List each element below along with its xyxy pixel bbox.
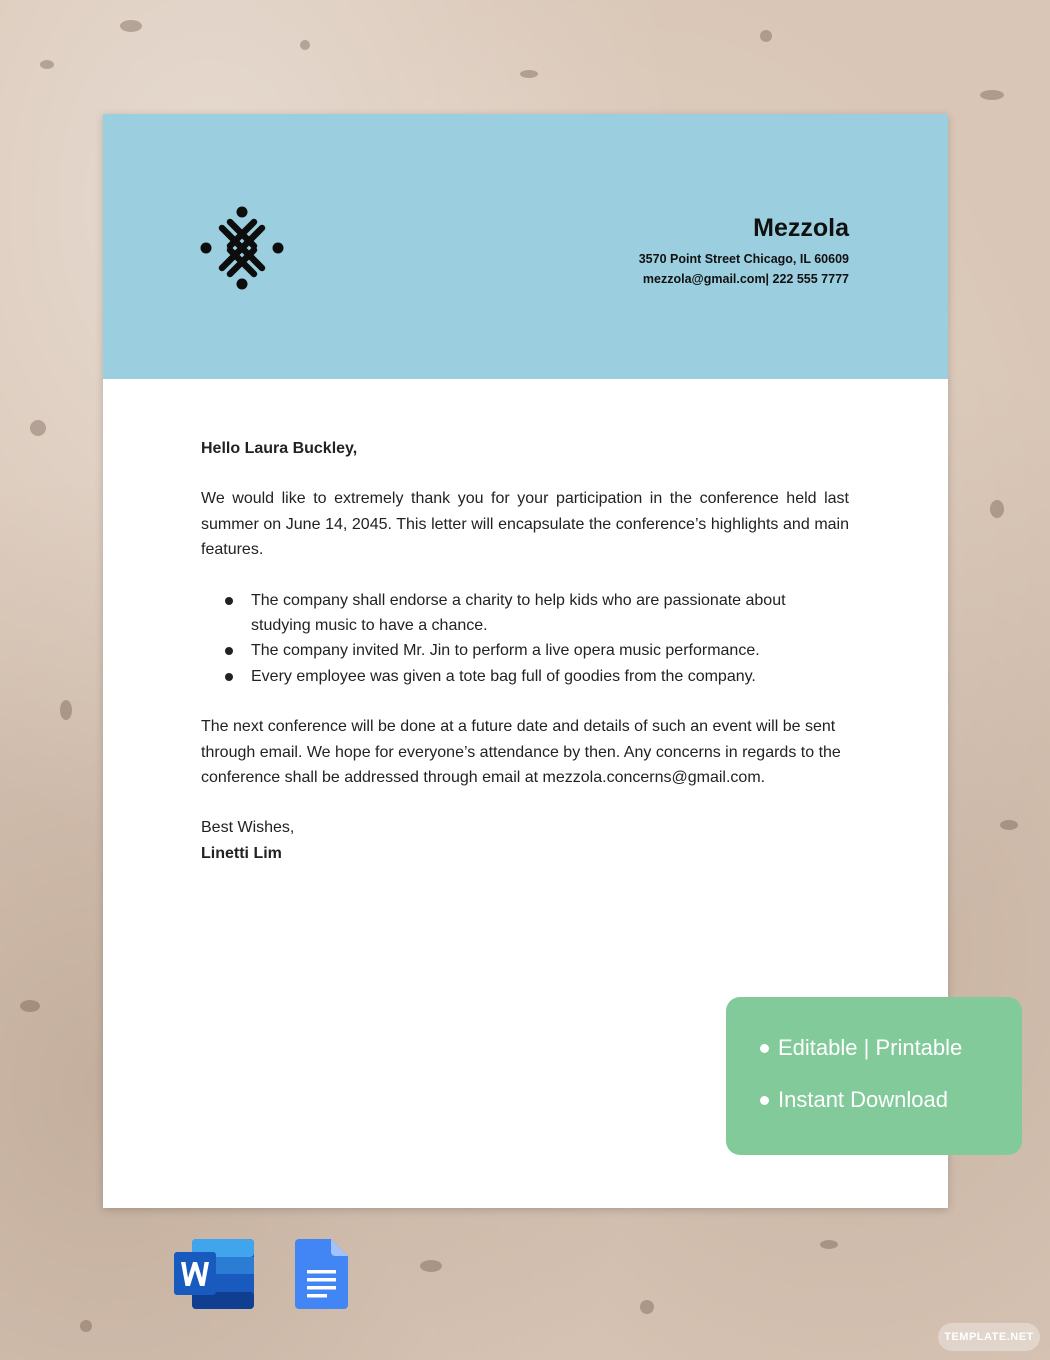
texture-speck bbox=[80, 1320, 92, 1332]
signer-name: Linetti Lim bbox=[201, 844, 282, 862]
texture-speck bbox=[420, 1260, 442, 1272]
list-item: The company shall endorse a charity to help kids who are passionate about studying music to have a chance. bbox=[251, 588, 849, 639]
asterisk-knot-logo-icon bbox=[200, 206, 284, 290]
sign-off: Best Wishes, bbox=[201, 819, 295, 837]
texture-speck bbox=[760, 30, 772, 42]
bullet-icon bbox=[225, 647, 233, 655]
bullet-icon bbox=[760, 1044, 769, 1053]
texture-speck bbox=[30, 420, 46, 436]
bullet-icon bbox=[225, 597, 233, 605]
texture-speck bbox=[120, 20, 142, 32]
badge-item: Instant Download bbox=[760, 1087, 948, 1113]
texture-speck bbox=[990, 500, 1004, 518]
closing-paragraph: The next conference will be done at a future date and details of such an event will be sent through email. We hope for everyone’s attendance by then. Any concerns in regards to the conference shall be addressed through email at mezzola.concerns@gmail.com. bbox=[201, 718, 841, 787]
intro-paragraph: We would like to extremely thank you for your participation in the conference held last summer on June 14, 2045. This letter will encapsulate the conference’s highlights and main features. bbox=[201, 490, 849, 559]
company-address: 3570 Point Street Chicago, IL 60609 bbox=[638, 252, 849, 266]
texture-speck bbox=[300, 40, 310, 50]
bullet-icon bbox=[760, 1096, 769, 1105]
texture-speck bbox=[20, 1000, 40, 1012]
texture-speck bbox=[820, 1240, 838, 1249]
company-name: Mezzola bbox=[753, 214, 849, 242]
texture-speck bbox=[40, 60, 54, 69]
google-docs-icon[interactable] bbox=[295, 1239, 348, 1309]
letterhead-band bbox=[103, 114, 948, 379]
features-badge bbox=[726, 997, 1022, 1155]
list-item: Every employee was given a tote bag full of goodies from the company. bbox=[251, 664, 849, 689]
word-icon[interactable] bbox=[174, 1239, 254, 1309]
highlights-list bbox=[201, 588, 849, 690]
badge-item: Editable | Printable bbox=[760, 1035, 962, 1061]
greeting: Hello Laura Buckley, bbox=[201, 440, 358, 457]
texture-speck bbox=[1000, 820, 1018, 830]
letter-body bbox=[201, 436, 849, 866]
texture-speck bbox=[520, 70, 538, 78]
texture-speck bbox=[980, 90, 1004, 100]
list-item: The company invited Mr. Jin to perform a live opera music performance. bbox=[251, 638, 849, 663]
texture-speck bbox=[60, 700, 72, 720]
template-watermark[interactable]: TEMPLATE.NET bbox=[938, 1323, 1040, 1351]
texture-speck bbox=[640, 1300, 654, 1314]
bullet-icon bbox=[225, 673, 233, 681]
company-contact: mezzola@gmail.com| 222 555 7777 bbox=[642, 272, 849, 286]
